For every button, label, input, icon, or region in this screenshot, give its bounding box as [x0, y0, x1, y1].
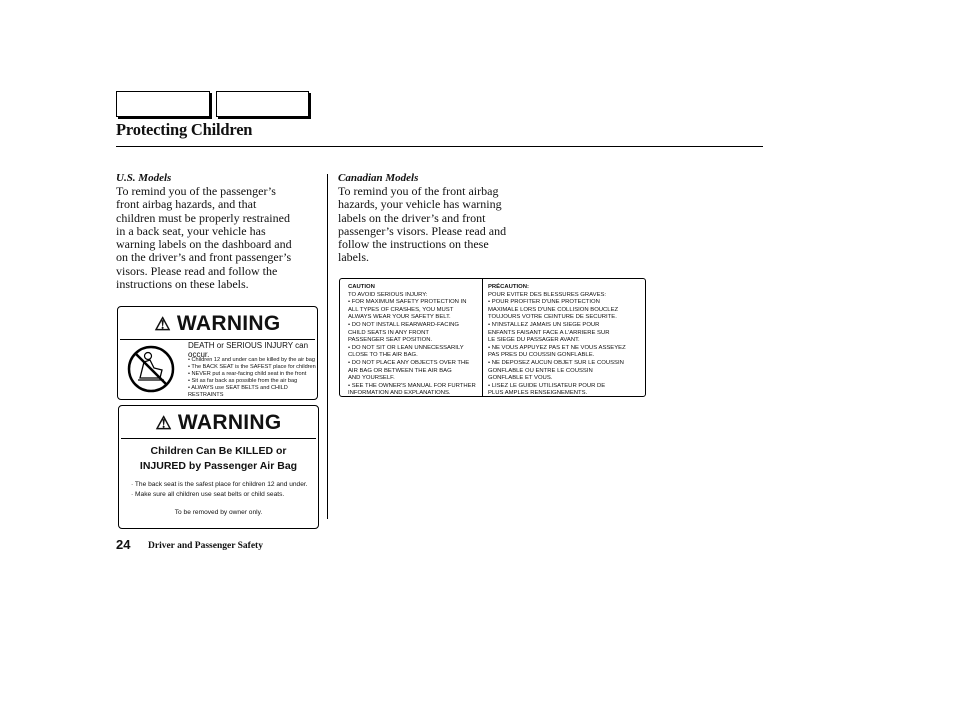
- caution-english-column: [348, 284, 476, 398]
- text-line: • LISEZ LE GUIDE UTILISATEUR POUR DE: [488, 382, 606, 389]
- page-number: 24: [116, 537, 131, 552]
- caution-heading: PRÉCAUTION:: [488, 284, 529, 290]
- warning-header: [121, 408, 316, 439]
- text-line: • NE DEPOSEZ AUCUN OBJET SUR LE COUSSIN: [488, 359, 624, 366]
- list-item: • NEVER put a rear-facing child seat in the front: [188, 371, 307, 378]
- text-line: • DO NOT PLACE ANY OBJECTS OVER THE: [348, 359, 470, 366]
- list-item: • The BACK SEAT is the SAFEST place for children: [188, 364, 316, 371]
- warning-label-visor: [118, 405, 319, 529]
- text-line: front airbag hazards, and that: [116, 197, 257, 212]
- text-line: AND YOURSELF.: [348, 375, 395, 382]
- warning-label-dashboard: [117, 306, 318, 400]
- text-line: GONFLABLE ET VOUS.: [488, 375, 553, 382]
- text-line: passenger’s visors. Please read and: [338, 223, 507, 238]
- text-line: INJURED by Passenger Air Bag: [139, 460, 298, 472]
- warning-bullet-list: [188, 357, 317, 400]
- text-line: CLOSE TO THE AIR BAG.: [348, 352, 418, 359]
- text-line: CHILD SEATS IN ANY FRONT: [348, 329, 429, 336]
- text-line: To remind you of the front airbag: [338, 184, 499, 198]
- list-item: · Make sure all children use seat belts or child seats.: [131, 491, 285, 498]
- text-line: • N'INSTALLEZ JAMAIS UN SIEGE POUR: [488, 321, 600, 328]
- warning-triangle-icon: ⚠: [154, 314, 171, 334]
- text-line: warning labels on the dashboard and: [116, 237, 292, 252]
- text-line: POUR EVITER DES BLESSURES GRAVES:: [488, 291, 607, 298]
- list-item: • Sit as far back as possible from the air bag: [188, 378, 298, 385]
- text-line: instructions on these labels.: [116, 277, 249, 292]
- title-rule: [116, 146, 763, 147]
- text-line: in a back seat, your vehicle has: [116, 223, 266, 238]
- section-footer: Driver and Passenger Safety: [148, 541, 263, 551]
- text-line: labels on the driver’s and front: [338, 210, 486, 225]
- list-item: · The back seat is the safest place for children 12 and under.: [131, 481, 308, 488]
- warning-bullet-list: [131, 480, 308, 500]
- canadian-models-heading: Canadian Models: [338, 172, 419, 184]
- text-line: ENFANTS FAISANT FACE A L'ARRIERE SUR: [488, 329, 610, 336]
- column-divider: [327, 174, 328, 519]
- label-divider: [482, 279, 483, 396]
- text-line: follow the instructions on these: [338, 237, 489, 252]
- text-line: TOUJOURS VOTRE CEINTURE DE SECURITE.: [488, 314, 617, 321]
- warning-footer-note: To be removed by owner only.: [174, 509, 263, 516]
- list-item: • Children 12 and under can be killed by the air bag: [188, 357, 315, 363]
- text-line: • SEE THE OWNER'S MANUAL FOR FURTHER: [348, 382, 476, 389]
- text-line: • NE VOUS APPUYEZ PAS ET NE VOUS ASSEYEZ: [488, 344, 626, 351]
- canadian-models-text: [338, 185, 533, 265]
- warning-header: [120, 309, 315, 340]
- warning-main-message: [119, 444, 318, 474]
- text-line: visors. Please read and follow the: [116, 263, 278, 278]
- caution-french-column: [488, 284, 626, 398]
- text-line: ALWAYS WEAR YOUR SAFETY BELT.: [348, 314, 451, 321]
- text-line: • DO NOT INSTALL REARWARD-FACING: [348, 321, 459, 328]
- text-line: • FOR MAXIMUM SAFETY PROTECTION IN: [348, 299, 467, 306]
- text-line: Children Can Be KILLED or: [150, 445, 287, 457]
- text-line: LE SIEGE DU PASSAGER AVANT.: [488, 337, 580, 344]
- header-tab-2[interactable]: [216, 91, 309, 117]
- us-models-text: [116, 185, 321, 291]
- text-line: MAXIMALE LORS D'UNE COLLISION BOUCLEZ: [488, 306, 619, 313]
- caution-heading: CAUTION: [348, 284, 375, 290]
- text-line: To remind you of the passenger’s: [116, 184, 276, 198]
- text-line: • DO NOT SIT OR LEAN UNNECESSARILY: [348, 344, 464, 351]
- warning-triangle-icon: ⚠: [155, 413, 172, 433]
- text-line: TO AVOID SERIOUS INJURY:: [348, 291, 428, 298]
- text-line: GONFLABLE OU ENTRE LE COUSSIN: [488, 367, 593, 374]
- text-line: AIR BAG OR BETWEEN THE AIR BAG: [348, 367, 452, 374]
- text-line: children must be properly restrained: [116, 210, 290, 225]
- page-title: Protecting Children: [116, 120, 253, 139]
- text-line: INFORMATION AND EXPLANATIONS.: [348, 390, 451, 397]
- no-rear-facing-child-seat-icon: [124, 344, 178, 394]
- text-line: • POUR PROFITER D'UNE PROTECTION: [488, 299, 600, 306]
- us-models-heading: U.S. Models: [116, 172, 172, 184]
- text-line: ALL TYPES OF CRASHES, YOU MUST: [348, 306, 454, 313]
- text-line: PAS PRES DU COUSSIN GONFLABLE.: [488, 352, 595, 359]
- text-line: PLUS AMPLES RENSEIGNEMENTS.: [488, 390, 588, 397]
- warning-title: WARNING: [177, 411, 282, 434]
- warning-death-line: DEATH or SERIOUS INJURY can occur.: [188, 341, 309, 359]
- text-line: on the driver’s and front passenger’s: [116, 250, 292, 265]
- warning-title: WARNING: [176, 312, 281, 335]
- header-tab-1[interactable]: [116, 91, 210, 117]
- caution-label-bilingual: [339, 278, 646, 397]
- text-line: labels.: [338, 250, 369, 265]
- text-line: PASSENGER SEAT POSITION.: [348, 337, 433, 344]
- list-item: • ALWAYS use SEAT BELTS and CHILD RESTRAINTS: [188, 385, 288, 399]
- text-line: hazards, your vehicle has warning: [338, 197, 502, 212]
